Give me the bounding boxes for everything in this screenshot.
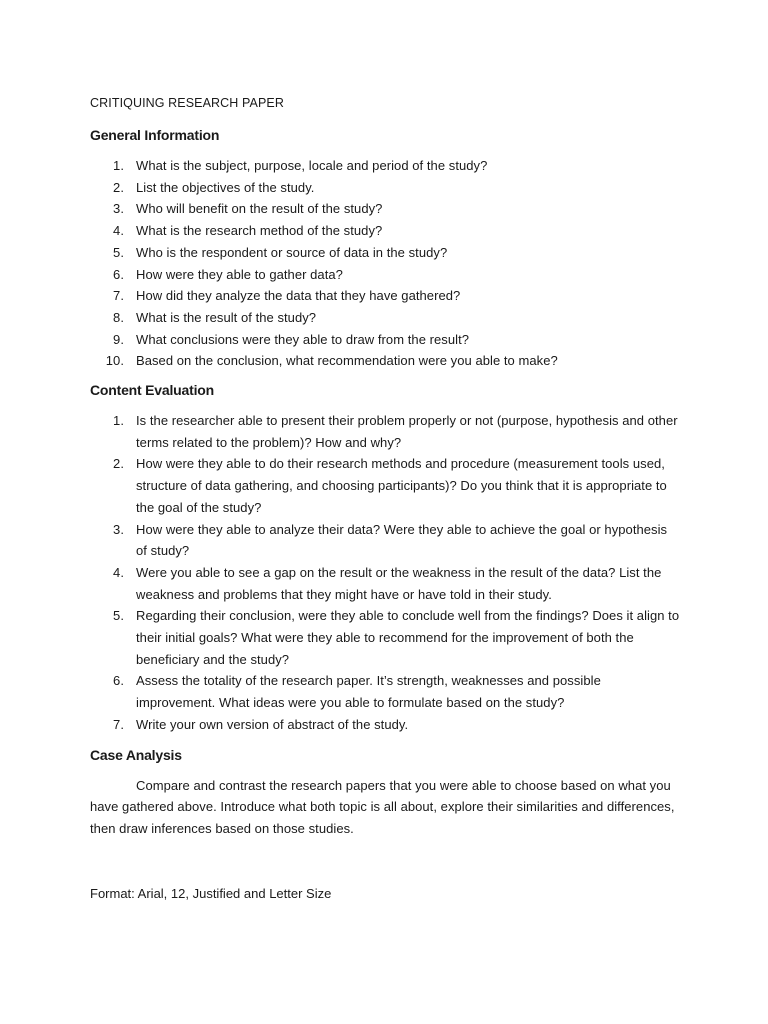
list-item-number: 2. <box>113 179 124 195</box>
list-item-text: Who will benefit on the result of the study? <box>136 201 383 217</box>
list-item <box>90 453 680 518</box>
list-item-text: What conclusions were they able to draw from the result? <box>136 331 470 347</box>
list-item-text: Based on the conclusion, what recommendation were you able to make? <box>136 353 558 369</box>
list-item-number: 7. <box>113 716 124 732</box>
list-item-text: What is the research method of the study? <box>136 223 383 239</box>
list-item-number: 3. <box>113 201 124 217</box>
list-item-text: How were they able to analyze their data? Were they able to achieve the goal or hypothesis of study? <box>136 521 668 559</box>
list-item <box>90 285 680 307</box>
section-heading-general-information: General Information <box>90 127 220 143</box>
list-item <box>90 329 680 351</box>
list-item-text: How did they analyze the data that they have gathered? <box>136 288 461 304</box>
list-item-text: Who is the respondent or source of data in the study? <box>136 244 448 260</box>
document-title: CRITIQUING RESEARCH PAPER <box>90 96 284 110</box>
list-item-text: What is the subject, purpose, locale and period of the study? <box>136 158 488 173</box>
list-item <box>90 220 680 242</box>
list-item <box>90 155 680 177</box>
list-item-text: What is the result of the study? <box>136 309 317 325</box>
list-item <box>90 714 680 736</box>
list-item-text: Assess the totality of the research paper. It’s strength, weaknesses and possible improvement. What ideas were you able to formulate based on the study? <box>136 673 601 711</box>
list-item-number: 3. <box>113 521 124 537</box>
general-information-list <box>90 155 680 372</box>
list-item-text: Is the researcher able to present their problem properly or not (purpose, hypothesis and other terms related to the problem)? How and why? <box>136 413 678 450</box>
list-item-number: 9. <box>113 331 124 347</box>
content-evaluation-list <box>90 410 680 736</box>
list-item-text: Write your own version of abstract of the study. <box>136 716 409 732</box>
section-heading-case-analysis: Case Analysis <box>90 746 182 763</box>
list-item-number: 6. <box>113 266 124 282</box>
list-item-number: 2. <box>113 456 124 472</box>
case-analysis-paragraph: Compare and contrast the research papers that you were able to choose based on what you have gathered above. Introduce what both topic is all about, explore their similarities and differences, then draw inferences based on those studies. <box>90 777 675 836</box>
list-item <box>90 670 680 713</box>
list-item <box>90 410 680 453</box>
list-item-number: 5. <box>113 608 124 624</box>
list-item <box>90 519 680 562</box>
list-item-text: How were they able to do their research methods and procedure (measurement tools used, structure of data gathering, and choosing participants)? Do you think that it is appropriate to the goal of the study? <box>136 456 667 515</box>
list-item-number: 7. <box>113 288 124 304</box>
list-item-text: List the objectives of the study. <box>136 179 315 195</box>
list-item-number: 4. <box>113 223 124 239</box>
list-item-number: 6. <box>113 673 124 689</box>
list-item-text: How were they able to gather data? <box>136 266 343 282</box>
format-note: Format: Arial, 12, Justified and Letter Size <box>90 885 332 901</box>
list-item <box>90 307 680 329</box>
document-page <box>90 93 680 904</box>
list-item <box>90 242 680 264</box>
list-item-text: Regarding their conclusion, were they able to conclude well from the findings? Does it align to their initial goals? What were they able to recommend for the improvement of both the beneficiary and the study? <box>136 608 680 667</box>
list-item-text: Were you able to see a gap on the result or the weakness in the result of the data? List the weakness and problems that they might have or have told in their study. <box>136 564 662 602</box>
list-item <box>90 198 680 220</box>
list-item-number: 5. <box>113 244 124 260</box>
section-heading-content-evaluation: Content Evaluation <box>90 382 214 399</box>
list-item <box>90 605 680 670</box>
list-item <box>90 350 680 372</box>
list-item-number: 10. <box>105 353 124 369</box>
list-item <box>90 264 680 286</box>
list-item-number: 1. <box>113 158 124 173</box>
list-item-number: 4. <box>113 564 124 580</box>
list-item <box>90 562 680 605</box>
list-item <box>90 177 680 199</box>
list-item-number: 1. <box>113 413 124 429</box>
list-item-number: 8. <box>113 309 124 325</box>
